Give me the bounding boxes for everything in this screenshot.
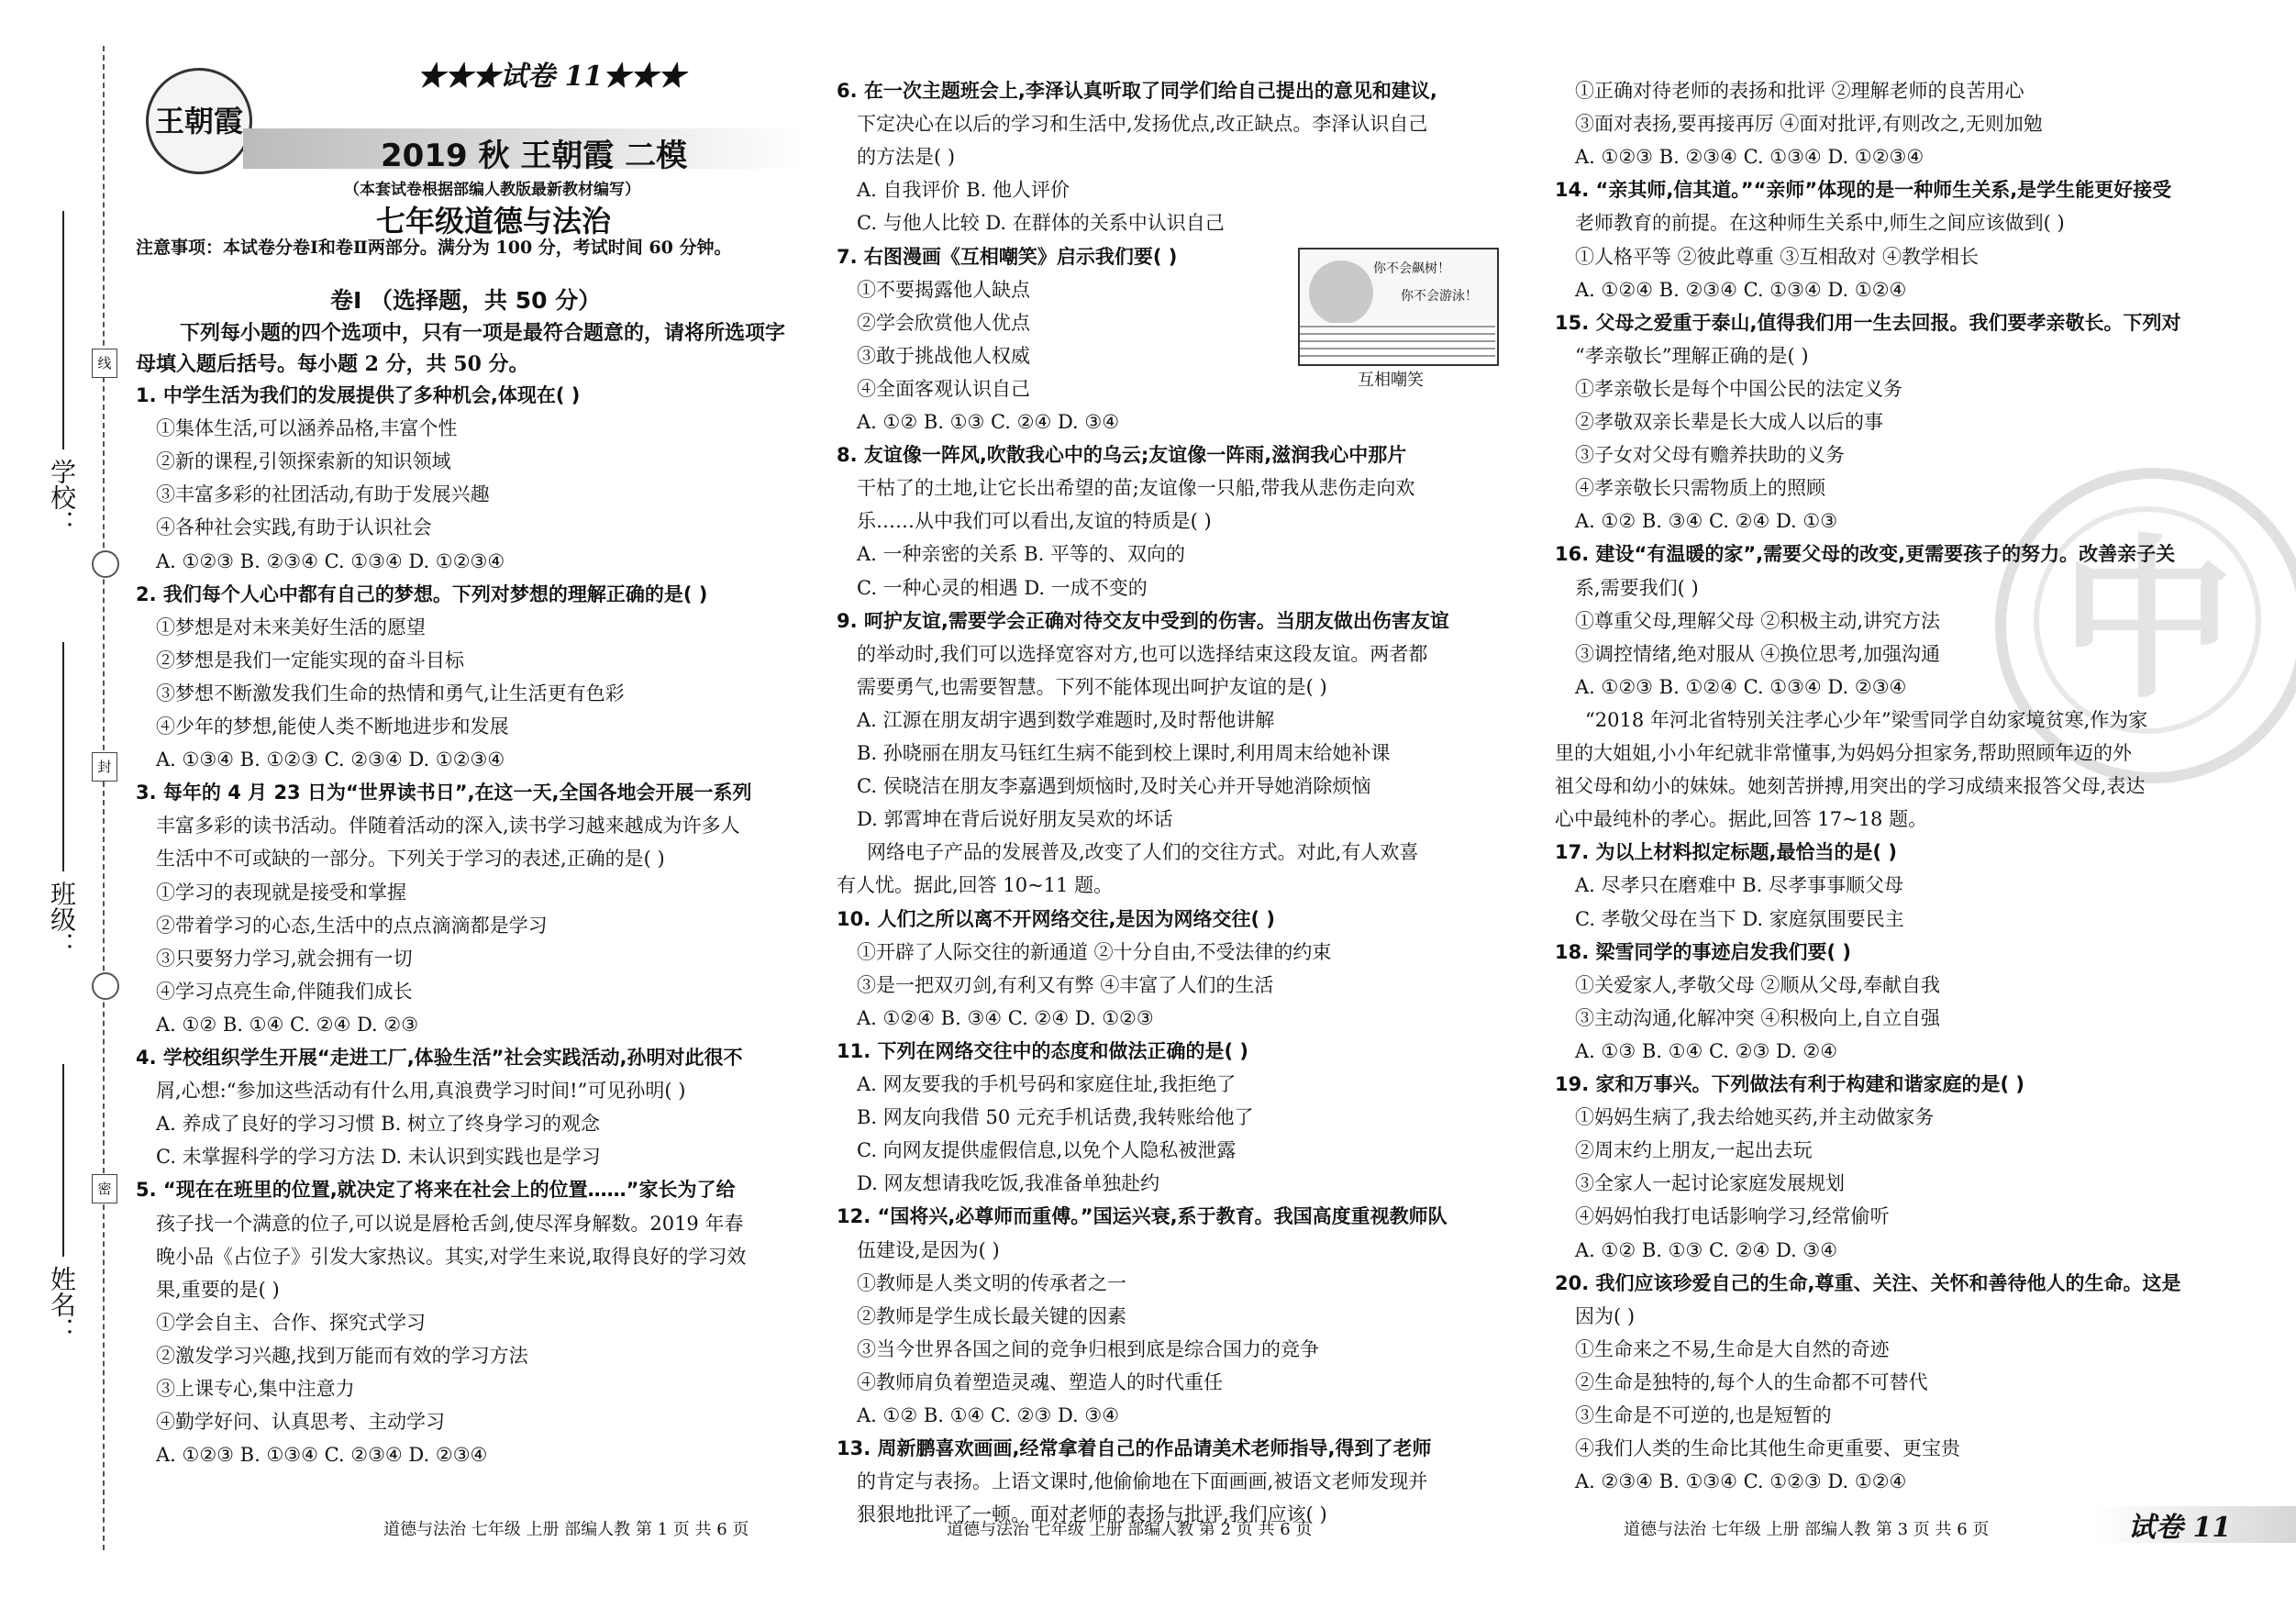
question-line: A. ①②④ B. ③④ C. ②④ D. ①②③ xyxy=(857,1006,1154,1029)
cartoon-speech-1: 你不会飙树！ xyxy=(1373,261,1450,276)
question-line: A. ①②③ B. ①③④ C. ②③④ D. ②③④ xyxy=(156,1444,488,1467)
class-label: 班级： xyxy=(47,881,77,958)
question-line: C. 孝敬父母在当下 D. 家庭氛围要民主 xyxy=(1575,907,1904,930)
subject-title: 七年级道德与法治 xyxy=(376,204,612,238)
question-line: A. ①② B. ③④ C. ②④ D. ①③ xyxy=(1575,510,1838,533)
question-line: 果,重要的是( ) xyxy=(156,1278,280,1301)
question-stem: 7. 右图漫画《互相嘲笑》启示我们要( ) xyxy=(837,245,1178,268)
question-line: 狠狠地批评了一顿。面对老师的表扬与批评,我们应该( ) xyxy=(857,1503,1327,1526)
question-line: 丰富多彩的读书活动。伴随着活动的深入,读书学习越来越成为许多人 xyxy=(156,815,740,837)
question-line: ①孝亲敬长是每个中国公民的法定义务 xyxy=(1575,377,1902,400)
question-line: ③全家人一起讨论家庭发展规划 xyxy=(1575,1172,1845,1195)
question-line: C. 与他人比较 D. 在群体的关系中认识自己 xyxy=(857,212,1225,235)
question-line: ④教师肩负着塑造灵魂、塑造人的时代重任 xyxy=(857,1370,1223,1393)
binding-dashed-line xyxy=(103,46,105,1550)
instructions-line-2: 母填入题后括号。每小题 2 分，共 50 分。 xyxy=(136,352,529,376)
question-line: ④学习点亮生命,伴随我们成长 xyxy=(156,980,413,1003)
question-stem: 12. “国将兴,必尊师而重傅。”国运兴衰,系于教育。我国高度重视教师队 xyxy=(837,1205,1447,1228)
school-field[interactable] xyxy=(62,211,64,449)
instructions-line-1: 下列每小题的四个选项中，只有一项是最符合题意的，请将所选项字 xyxy=(180,321,786,345)
question-line: 网络电子产品的发展普及,改变了人们的交往方式。对此,有人欢喜 xyxy=(867,841,1419,864)
question-stem: 16. 建设“有温暖的家”,需要父母的改变,更需要孩子的努力。改善亲子关 xyxy=(1555,543,2176,566)
question-line: A. ①② B. ①④ C. ②③ D. ③④ xyxy=(857,1404,1120,1426)
question-line: ③面对表扬,要再接再厉 ④面对批评,有则改之,无则加勉 xyxy=(1575,113,2043,136)
question-stem: 19. 家和万事兴。下列做法有利于构建和谐家庭的是( ) xyxy=(1555,1073,2025,1095)
question-line: ①梦想是对未来美好生活的愿望 xyxy=(156,616,426,638)
question-line: C. 向网友提供虚假信息,以免个人隐私被泄露 xyxy=(857,1139,1237,1162)
question-stem: 10. 人们之所以离不开网络交往,是因为网络交往( ) xyxy=(837,907,1275,930)
question-stem: 3. 每年的 4 月 23 日为“世界读书日”,在这一天,全国各地会开展一系列 xyxy=(136,782,752,804)
question-stem: 11. 下列在网络交往中的态度和做法正确的是( ) xyxy=(837,1039,1249,1062)
question-stem: 14. “亲其师,信其道。”“亲师”体现的是一种师生关系,是学生能更好接受 xyxy=(1555,179,2172,202)
question-line: ③敢于挑战他人权威 xyxy=(857,344,1030,367)
question-line: 里的大姐姐,小小年纪就非常懂事,为妈妈分担家务,帮助照顾年迈的外 xyxy=(1555,742,2133,764)
series-badge: ★★★试卷 11★★★ xyxy=(417,61,686,93)
question-line: “孝亲敬长”理解正确的是( ) xyxy=(1575,344,1809,367)
question-line: ①教师是人类文明的传承者之一 xyxy=(857,1271,1126,1294)
binding-hole-icon xyxy=(92,972,119,1000)
question-line: 屑,心想:“参加这些活动有什么用,真浪费学习时间!”可见孙明( ) xyxy=(156,1080,686,1103)
class-field[interactable] xyxy=(62,642,64,871)
question-line: D. 网友想请我吃饭,我准备单独赴约 xyxy=(857,1172,1160,1195)
question-line: A. 江源在朋友胡宇遇到数学难题时,及时帮他讲解 xyxy=(857,708,1275,731)
question-line: ①学会自主、合作、探究式学习 xyxy=(156,1311,426,1334)
question-line: ④孝亲敬长只需物质上的照顾 xyxy=(1575,477,1825,500)
question-line: ③子女对父母有赡养扶助的义务 xyxy=(1575,444,1845,467)
question-line: ①尊重父母,理解父母 ②积极主动,讲究方法 xyxy=(1575,609,1941,632)
corner-badge: 试卷 11 xyxy=(2128,1512,2232,1544)
question-line: ④我们人类的生命比其他生命更重要、更宝贵 xyxy=(1575,1437,1960,1460)
exam-header xyxy=(133,46,812,257)
question-line: 乐……从中我们可以看出,友谊的特质是( ) xyxy=(857,510,1212,533)
question-line: 的举动时,我们可以选择宽容对方,也可以选择结束这段友谊。两者都 xyxy=(857,642,1428,665)
seal-mark-mi: 密 xyxy=(92,1174,117,1203)
question-line: ④少年的梦想,能使人类不断地进步和发展 xyxy=(156,715,509,738)
question-line: ①开辟了人际交往的新通道 ②十分自由,不受法律的约束 xyxy=(857,940,1332,963)
question-line: ①人格平等 ②彼此尊重 ③互相敌对 ④教学相长 xyxy=(1575,245,1980,268)
question-line: 的方法是( ) xyxy=(857,146,956,169)
question-line: 伍建设,是因为( ) xyxy=(857,1238,1000,1261)
question-line: ②孝敬双亲长辈是长大成人以后的事 xyxy=(1575,411,1883,433)
name-label: 姓名： xyxy=(47,1266,77,1343)
question-line: ②生命是独特的,每个人的生命都不可替代 xyxy=(1575,1370,1928,1393)
edition-note: （本套试卷根据部编人教版最新教材编写） xyxy=(344,181,640,199)
question-line: A. ①③④ B. ①②③ C. ②③④ D. ①②③④ xyxy=(156,749,505,771)
question-line: ④勤学好问、认真思考、主动学习 xyxy=(156,1411,445,1434)
cartoon-speech-2: 你不会游泳！ xyxy=(1401,289,1478,304)
question-line: A. ①③ B. ①④ C. ②③ D. ②④ xyxy=(1575,1039,1838,1062)
question-line: ③主动沟通,化解冲突 ④积极向上,自立自强 xyxy=(1575,1006,1941,1029)
water-icon xyxy=(1300,323,1495,362)
question-line: D. 郭霄坤在背后说好朋友吴欢的坏话 xyxy=(857,808,1173,831)
question-line: 老师教育的前提。在这种师生关系中,师生之间应该做到( ) xyxy=(1575,212,2065,235)
seal-mark-feng: 封 xyxy=(92,752,117,782)
question-stem: 15. 父母之爱重于泰山,值得我们用一生去回报。我们要孝亲敬长。下列对 xyxy=(1555,311,2181,334)
question-line: ③生命是不可逆的,也是短暂的 xyxy=(1575,1404,1832,1426)
question-line: ③调控情绪,绝对服从 ④换位思考,加强沟通 xyxy=(1575,642,1941,665)
exam-notice: 注意事项：本试卷分卷Ⅰ和卷Ⅱ两部分。满分为 100 分，考试时间 60 分钟。 xyxy=(136,238,732,258)
question-stem: 20. 我们应该珍爱自己的生命,尊重、关注、关怀和善待他人的生命。这是 xyxy=(1555,1271,2181,1294)
question-line: A. ①② B. ①③ C. ②④ D. ③④ xyxy=(1575,1238,1838,1261)
page-footer-2: 道德与法治 七年级 上册 部编人教 第 2 页 共 6 页 xyxy=(947,1520,1313,1539)
question-stem: 18. 梁雪同学的事迹启发我们要( ) xyxy=(1555,940,1852,963)
question-stem: 8. 友谊像一阵风,吹散我心中的乌云;友谊像一阵雨,滋润我心中那片 xyxy=(837,444,1407,467)
question-line: ③当今世界各国之间的竞争归根到底是综合国力的竞争 xyxy=(857,1337,1319,1360)
question-line: 有人忧。据此,回答 10~11 题。 xyxy=(837,874,1114,897)
question-line: A. 一种亲密的关系 B. 平等的、双向的 xyxy=(857,543,1185,566)
exam-title: 2019 秋 王朝霞 二模 xyxy=(381,138,688,174)
question-line: 心中最纯朴的孝心。据此,回答 17~18 题。 xyxy=(1555,808,1928,831)
question-stem: 13. 周新鹏喜欢画画,经常拿着自己的作品请美术老师指导,得到了老师 xyxy=(837,1437,1432,1460)
question-line: ②新的课程,引领探索新的知识领域 xyxy=(156,450,451,473)
question-line: ①学习的表现就是接受和掌握 xyxy=(156,881,406,904)
question-line: A. ①②③ B. ②③④ C. ①③④ D. ①②③④ xyxy=(156,549,505,572)
question-line: ①集体生活,可以涵养品格,丰富个性 xyxy=(156,417,458,440)
question-stem: 2. 我们每个人心中都有自己的梦想。下列对梦想的理解正确的是( ) xyxy=(136,582,708,605)
question-stem: 4. 学校组织学生开展“走进工厂,体验生活”社会实践活动,孙明对此很不 xyxy=(136,1047,743,1069)
question-line: A. ①②③ B. ①②④ C. ①③④ D. ②③④ xyxy=(1575,675,1907,698)
question-line: ③丰富多彩的社团活动,有助于发展兴趣 xyxy=(156,483,490,506)
question-line: 生活中不可或缺的一部分。下列关于学习的表述,正确的是( ) xyxy=(156,848,665,871)
question-line: 孩子找一个满意的位子,可以说是唇枪舌剑,使尽浑身解数。2019 年春 xyxy=(156,1212,744,1235)
question-line: 干枯了的土地,让它长出希望的苗;友谊像一只船,带我从悲伤走向欢 xyxy=(857,477,1415,500)
question-stem: 6. 在一次主题班会上,李泽认真听取了同学们给自己提出的意见和建议, xyxy=(837,80,1437,102)
question-line: 因为( ) xyxy=(1575,1304,1636,1327)
question-line: B. 网友向我借 50 元充手机话费,我转账给他了 xyxy=(857,1106,1254,1129)
question-line: ④各种社会实践,有助于认识社会 xyxy=(156,516,432,539)
question-line: C. 侯晓洁在朋友李嘉遇到烦恼时,及时关心并开导她消除烦恼 xyxy=(857,775,1371,798)
question-line: ③梦想不断激发我们生命的热情和勇气,让生活更有色彩 xyxy=(156,682,625,704)
question-line: A. ②③④ B. ①③④ C. ①②③ D. ①②④ xyxy=(1575,1470,1907,1493)
question-line: A. ①②④ B. ②③④ C. ①③④ D. ①②④ xyxy=(1575,278,1907,301)
question-line: ①生命来之不易,生命是大自然的奇迹 xyxy=(1575,1337,1890,1360)
question-line: A. 尽孝只在磨难中 B. 尽孝事事顺父母 xyxy=(1575,874,1903,897)
question-stem: 9. 呵护友谊,需要学会正确对待交友中受到的伤害。当朋友做出伤害友谊 xyxy=(837,609,1449,632)
question-line: 祖父母和幼小的妹妹。她刻苦拼搏,用突出的学习成绩来报答父母,表达 xyxy=(1555,775,2146,798)
watermark-stamp xyxy=(1995,468,2296,783)
question-line: ②周末约上朋友,一起出去玩 xyxy=(1575,1139,1813,1162)
question-line: A. ①② B. ①④ C. ②④ D. ②③ xyxy=(156,1013,419,1036)
question-line: ①不要揭露他人缺点 xyxy=(857,278,1030,301)
question-line: ②学会欣赏他人优点 xyxy=(857,311,1030,334)
page-footer-3: 道德与法治 七年级 上册 部编人教 第 3 页 共 6 页 xyxy=(1624,1520,1990,1539)
seal-mark-xian: 线 xyxy=(92,349,117,378)
question-line: ③只要努力学习,就会拥有一切 xyxy=(156,947,413,970)
page-footer-1: 道德与法治 七年级 上册 部编人教 第 1 页 共 6 页 xyxy=(383,1520,749,1539)
question-stem: 5. “现在在班里的位置,就决定了将来在社会上的位置……”家长为了给 xyxy=(136,1179,736,1202)
question-line: ②带着学习的心态,生活中的点点滴滴都是学习 xyxy=(156,914,548,937)
tree-icon xyxy=(1309,261,1373,325)
question-line: C. 未掌握科学的学习方法 D. 未认识到实践也是学习 xyxy=(156,1146,601,1169)
question-line: ①关爱家人,孝敬父母 ②顺从父母,奉献自我 xyxy=(1575,973,1941,996)
question-line: ①妈妈生病了,我去给她买药,并主动做家务 xyxy=(1575,1106,1935,1129)
question-line: A. ①②③ B. ②③④ C. ①③④ D. ①②③④ xyxy=(1575,146,1924,169)
watermark-stamp-char: 中 xyxy=(2034,506,2261,734)
question-line: “2018 年河北省特别关注孝心少年”梁雪同学自幼家境贫寒,作为家 xyxy=(1585,708,2148,731)
cartoon-image xyxy=(1298,248,1499,366)
name-field[interactable] xyxy=(62,1064,64,1257)
question-line: A. 养成了良好的学习习惯 B. 树立了终身学习的观念 xyxy=(156,1113,600,1136)
binding-hole-icon xyxy=(92,550,119,578)
cartoon-caption: 互相嘲笑 xyxy=(1358,371,1424,390)
question-line: ④全面客观认识自己 xyxy=(857,377,1030,400)
question-line: ①正确对待老师的表扬和批评 ②理解老师的良苦用心 xyxy=(1575,80,2024,102)
question-line: ③上课专心,集中注意力 xyxy=(156,1378,355,1400)
question-line: ②教师是学生成长最关键的因素 xyxy=(857,1304,1126,1327)
binding-margin xyxy=(0,0,128,1597)
question-line: 系,需要我们( ) xyxy=(1575,576,1699,599)
question-line: ②激发学习兴趣,找到万能而有效的学习方法 xyxy=(156,1344,528,1367)
question-line: A. 网友要我的手机号码和家庭住址,我拒绝了 xyxy=(857,1073,1237,1095)
question-line: 晚小品《占位子》引发大家热议。其实,对学生来说,取得良好的学习效 xyxy=(156,1245,747,1268)
question-line: ②梦想是我们一定能实现的奋斗目标 xyxy=(156,649,464,671)
school-label: 学校： xyxy=(47,459,77,536)
question-stem: 17. 为以上材料拟定标题,最恰当的是( ) xyxy=(1555,841,1897,864)
brand-logo: 王朝霞 xyxy=(146,68,252,174)
question-line: 需要勇气,也需要智慧。下列不能体现出呵护友谊的是( ) xyxy=(857,675,1327,698)
question-line: A. ①② B. ①③ C. ②④ D. ③④ xyxy=(857,411,1120,433)
question-line: 的肯定与表扬。上语文课时,他偷偷地在下面画画,被语文老师发现并 xyxy=(857,1470,1428,1493)
question-line: 下定决心在以后的学习和生活中,发扬优点,改正缺点。李泽认识自己 xyxy=(857,113,1428,136)
question-line: C. 一种心灵的相遇 D. 一成不变的 xyxy=(857,576,1148,599)
question-line: ④妈妈怕我打电话影响学习,经常偷听 xyxy=(1575,1205,1890,1228)
question-line: A. 自我评价 B. 他人评价 xyxy=(857,179,1070,202)
question-line: ③是一把双刃剑,有利又有弊 ④丰富了人们的生活 xyxy=(857,973,1274,996)
question-stem: 1. 中学生活为我们的发展提供了多种机会,体现在( ) xyxy=(136,384,581,406)
section-title: 卷Ⅰ （选择题，共 50 分） xyxy=(330,287,602,314)
question-line: B. 孙晓丽在朋友马钰红生病不能到校上课时,利用周末给她补课 xyxy=(857,742,1391,764)
